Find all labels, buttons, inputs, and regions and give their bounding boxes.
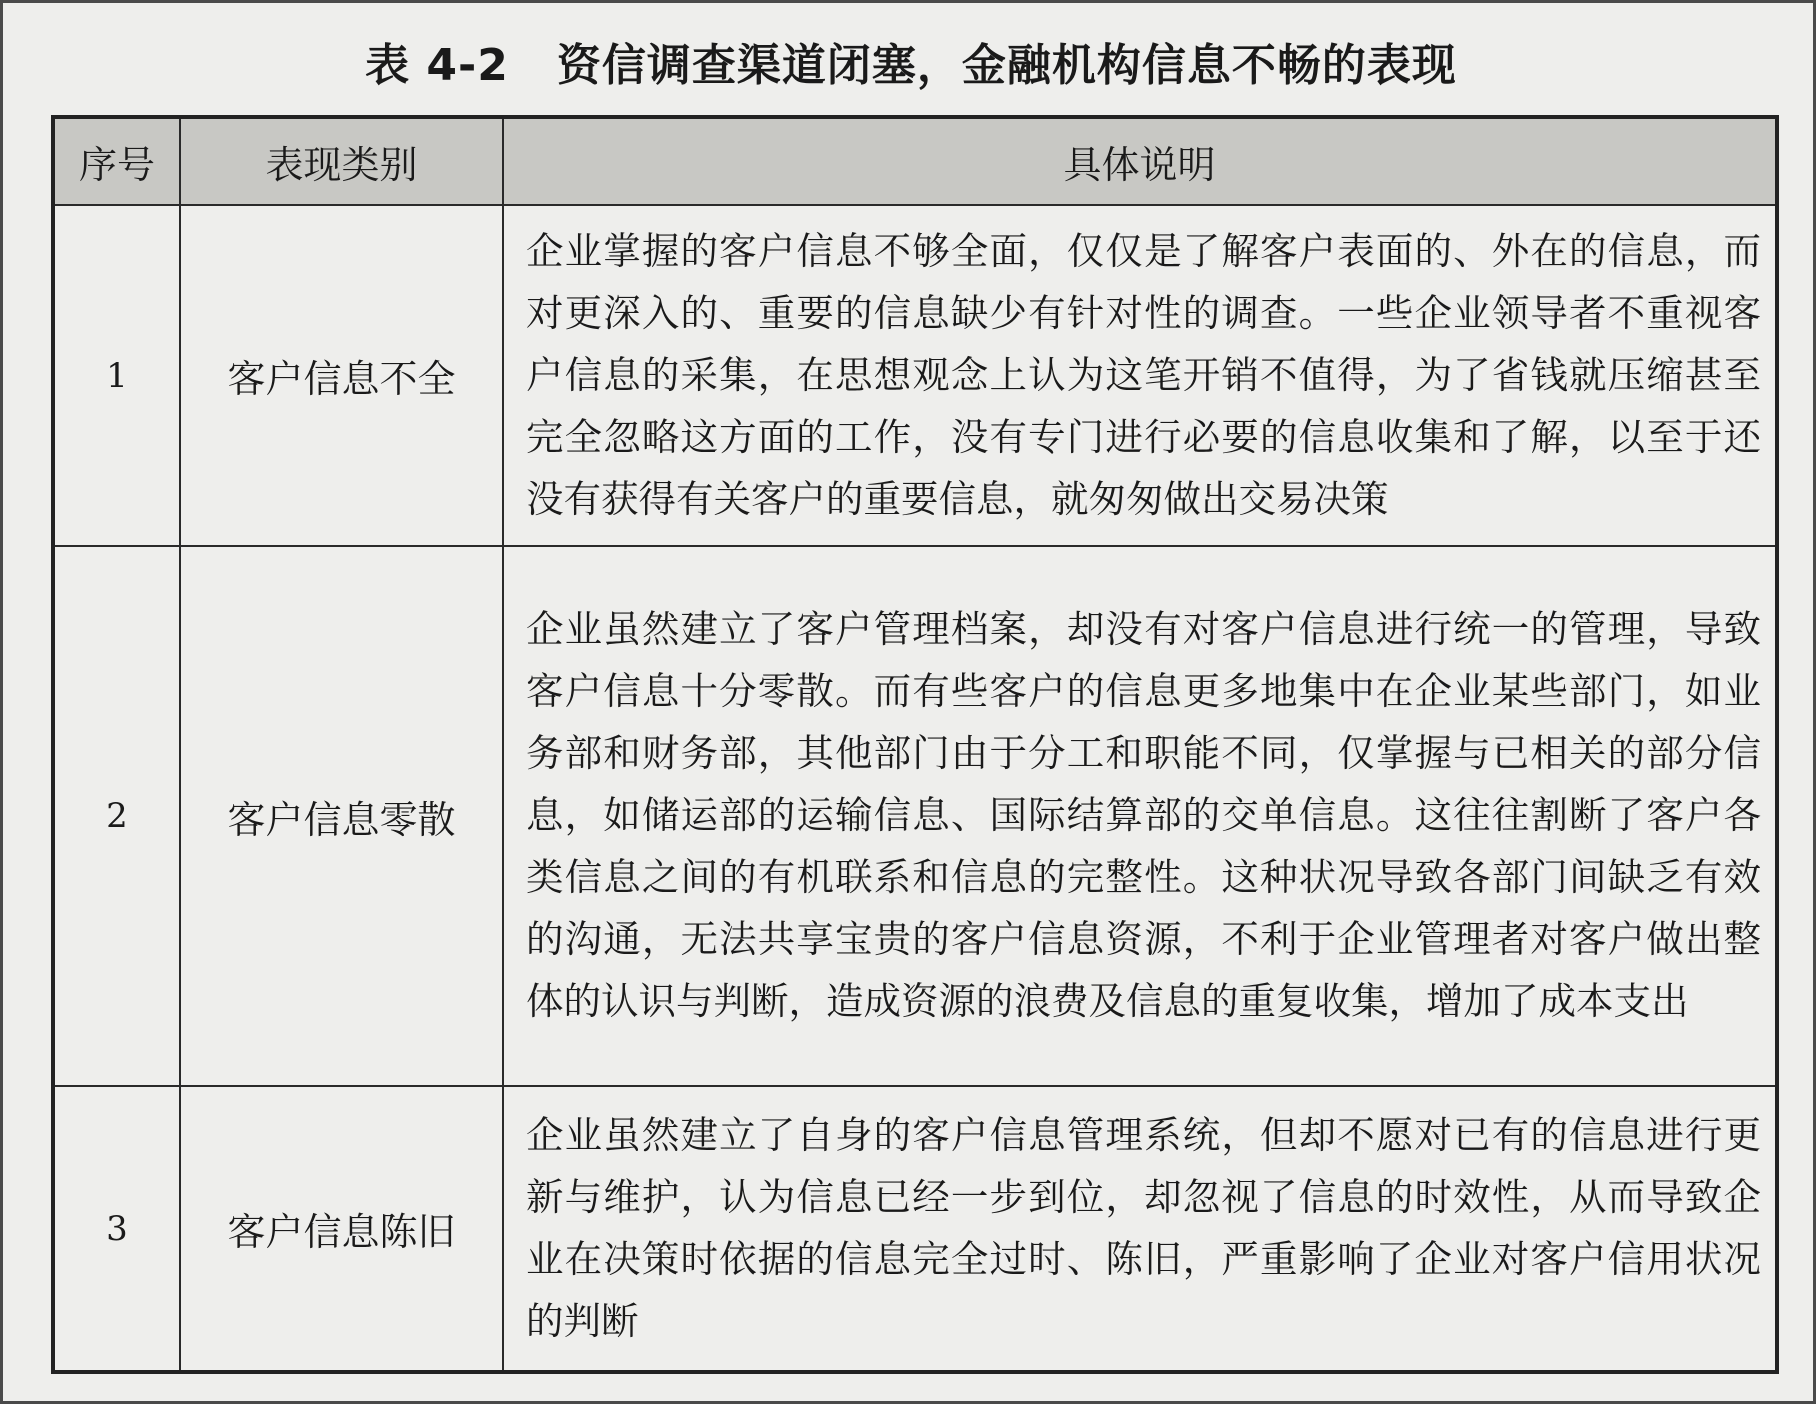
row-description: 企业掌握的客户信息不够全面，仅仅是了解客户表面的、外在的信息，而对更深入的、重要的信息缺少有针对性的调查。一些企业领导者不重视客户信息的采集，在思想观念上认为这笔开销不值得，为了省钱就压缩甚至完全忽略这方面的工作，没有专门进行必要的信息收集和了解，以至于还没有获得有关客户的重要信息，就匆匆做出交易决策 [503,205,1777,546]
table-row [53,205,1777,546]
row-index: 2 [53,546,180,1086]
table-title-text: 资信调查渠道闭塞，金融机构信息不畅的表现 [556,40,1457,91]
table-header-row [53,117,1777,205]
header-description: 具体说明 [503,117,1777,205]
table-title [3,29,1816,93]
row-category: 客户信息不全 [180,205,503,546]
row-description: 企业虽然建立了自身的客户信息管理系统，但却不愿对已有的信息进行更新与维护，认为信息已经一步到位，却忽视了信息的时效性，从而导致企业在决策时依据的信息完全过时、陈旧，严重影响了企业对客户信用状况的判断 [503,1086,1777,1372]
row-category: 客户信息陈旧 [180,1086,503,1372]
header-index: 序号 [53,117,180,205]
row-description: 企业虽然建立了客户管理档案，却没有对客户信息进行统一的管理，导致客户信息十分零散。而有些客户的信息更多地集中在企业某些部门，如业务部和财务部，其他部门由于分工和职能不同，仅掌握与已相关的部分信息，如储运部的运输信息、国际结算部的交单信息。这往往割断了客户各类信息之间的有机联系和信息的完整性。这种状况导致各部门间缺乏有效的沟通，无法共享宝贵的客户信息资源，不利于企业管理者对客户做出整体的认识与判断，造成资源的浪费及信息的重复收集，增加了成本支出 [503,546,1777,1086]
table-row [53,546,1777,1086]
row-index: 3 [53,1086,180,1372]
row-index: 1 [53,205,180,546]
header-category: 表现类别 [180,117,503,205]
table-row [53,1086,1777,1372]
row-category: 客户信息零散 [180,546,503,1086]
table-number: 表 4-2 [365,40,509,91]
info-table [51,115,1779,1374]
